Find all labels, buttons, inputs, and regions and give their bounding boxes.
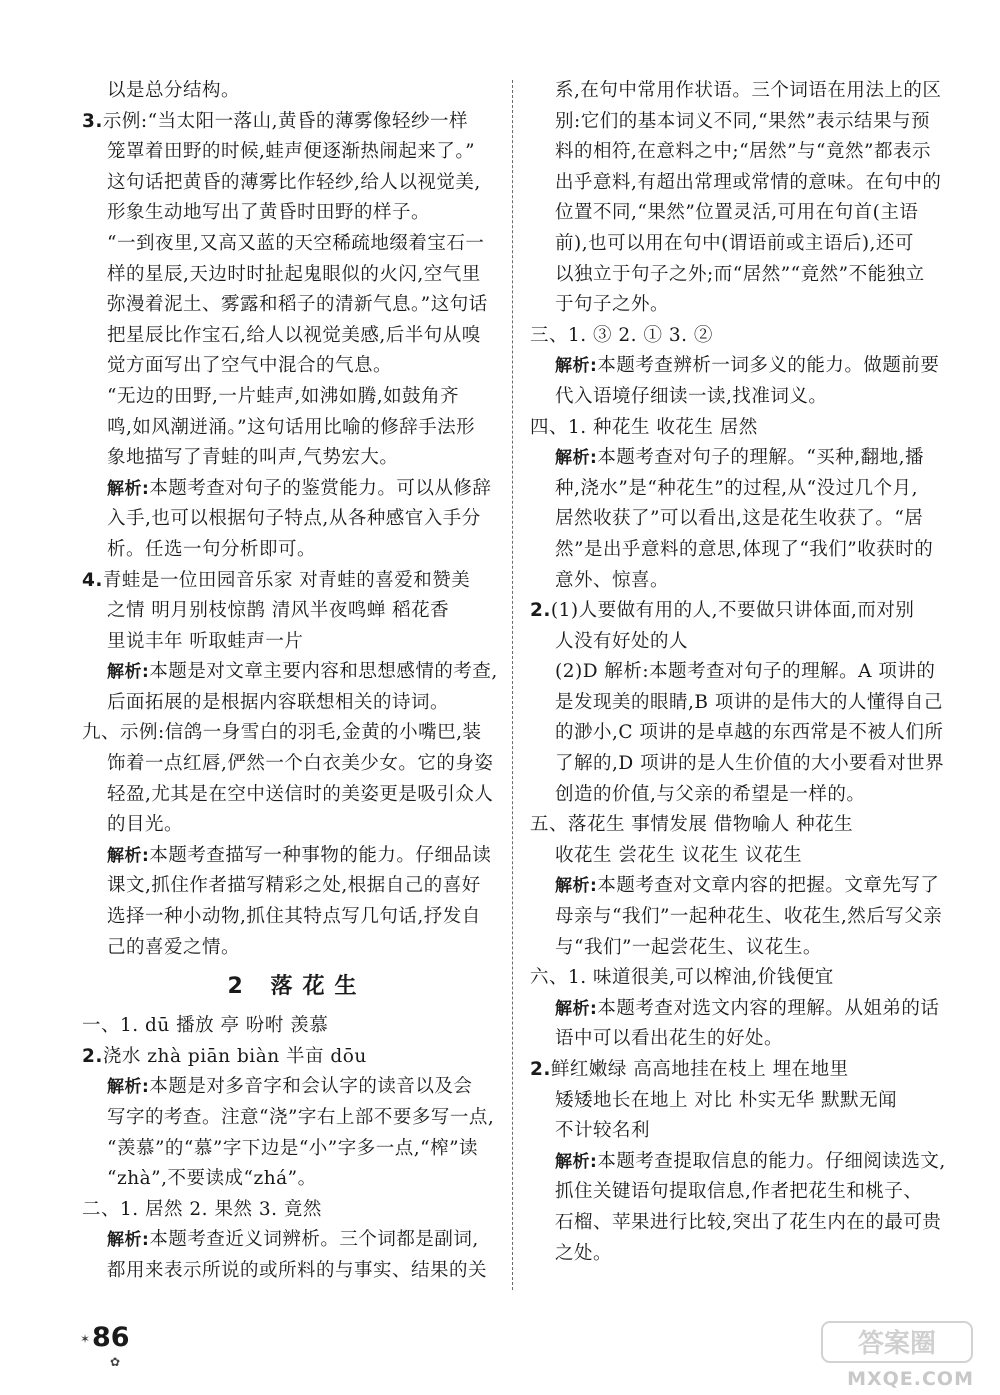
- text-line: [82, 229, 512, 260]
- line-text: “无边的田野,一片蛙声,如沸如腾,如鼓角齐: [107, 385, 460, 407]
- line-text: 写字的考查。注意“浇”字右上部不要多写一点,: [107, 1107, 495, 1128]
- line-text: 之情 明月别枝惊鹊 清风半夜鸣蝉 稻花香: [107, 600, 450, 622]
- text-line: [82, 749, 512, 780]
- text-line: [530, 1177, 942, 1208]
- text-line: [530, 474, 942, 505]
- text-line: [82, 841, 512, 872]
- line-text: 后面拓展的是根据内容联想相关的诗词。: [107, 691, 450, 713]
- text-line: [530, 351, 942, 382]
- svg-text:答案圈: 答案圈: [857, 1329, 937, 1359]
- analysis-label: 解析:: [107, 1230, 150, 1251]
- question-number: 3.: [82, 110, 103, 132]
- line-text: 这句话把黄昏的薄雾比作轻纱,给人以视觉美,: [107, 171, 481, 193]
- analysis-label: 解析:: [555, 876, 598, 897]
- text-line: [530, 596, 942, 627]
- line-text: 示例:“当太阳一落山,黄昏的薄雾像轻纱一样: [102, 110, 468, 132]
- line-text: 象地描写了青蛙的叫声,气势宏大。: [107, 447, 399, 469]
- text-line: [530, 841, 942, 872]
- text-line: [530, 1086, 942, 1117]
- line-text: 五、落花生 事情发展 借物喻人 种花生: [530, 814, 854, 836]
- line-text: 本题考查近义词辨析。三个词都是副词,: [149, 1229, 479, 1251]
- analysis-label: 解析:: [107, 845, 150, 866]
- text-line: [82, 1134, 512, 1165]
- line-text: 轻盈,尤其是在空中送信时的美姿更是吸引众人: [107, 783, 494, 805]
- line-text: 浇水 zhà piān biàn 半亩 dōu: [102, 1045, 367, 1067]
- line-text: 本题是对文章主要内容和思想感情的考查,: [149, 661, 498, 683]
- text-line: [530, 137, 942, 168]
- text-line: [530, 657, 942, 688]
- text-line: [82, 1195, 512, 1226]
- text-line: [82, 1164, 512, 1195]
- text-line: [530, 1239, 942, 1270]
- line-text: 一、1. dū 播放 亭 吩咐 羡慕: [82, 1015, 329, 1037]
- line-text: 是发现美的眼睛,B 项讲的是伟大的人懂得自己: [555, 691, 943, 713]
- text-line: [82, 321, 512, 352]
- line-text: (1)人要做有用的人,不要做只讲体面,而对别: [550, 600, 915, 622]
- text-line: [530, 1116, 942, 1147]
- text-line: [82, 933, 512, 964]
- line-text: 创造的价值,与父亲的希望是一样的。: [555, 783, 866, 805]
- line-text: 本题考查提取信息的能力。仔细阅读选文,: [597, 1150, 946, 1172]
- text-line: [82, 1225, 512, 1256]
- text-line: [82, 137, 512, 168]
- line-text: 以是总分结构。: [107, 80, 241, 101]
- text-line: [530, 810, 942, 841]
- line-text: 了解的,D 项讲的是人生价值的大小要看对世界: [555, 753, 945, 775]
- text-line: [82, 474, 512, 505]
- text-line: [530, 688, 942, 719]
- line-text: 本题考查对选文内容的理解。从姐弟的话: [597, 997, 940, 1019]
- text-line: [530, 780, 942, 811]
- text-line: [82, 657, 512, 688]
- text-line: [82, 260, 512, 291]
- question-number: 4.: [82, 569, 103, 591]
- line-text: 种,浇水”是“种花生”的过程,从“没过几个月,: [555, 477, 918, 499]
- text-line: [530, 413, 942, 444]
- line-text: 青蛙是一位田园音乐家 对青蛙的喜爱和赞美: [102, 569, 471, 591]
- line-text: 前),也可以用在句中(谓语前或主语后),还可: [555, 232, 914, 254]
- left-column: [82, 76, 512, 1287]
- text-line: [82, 627, 512, 658]
- text-line: [530, 994, 942, 1025]
- text-line: [82, 76, 512, 107]
- text-line: [530, 963, 942, 994]
- text-line: [530, 1208, 942, 1239]
- line-text: 本题考查对句子的鉴赏能力。可以从修辞: [149, 477, 492, 499]
- line-text: 六、1. 味道很美,可以榨油,价钱便宜: [530, 967, 834, 989]
- text-line: [530, 107, 942, 138]
- text-line: [530, 1055, 942, 1086]
- line-text: 本题考查对句子的理解。“买种,翻地,播: [597, 447, 925, 469]
- text-line: [82, 688, 512, 719]
- line-text: 代入语境仔细读一读,找准词义。: [555, 385, 828, 407]
- line-text: 的渺小,C 项讲的是卓越的东西常是不被人们所: [555, 722, 944, 744]
- column-divider: [512, 80, 513, 1290]
- line-text: 把星辰比作宝石,给人以视觉美感,后半句从嗅: [107, 324, 481, 346]
- line-text: 料的相符,在意料之中;“居然”与“竟然”都表示: [555, 141, 931, 163]
- line-text: 觉方面写出了空气中混合的气息。: [107, 355, 393, 377]
- text-line: [82, 382, 512, 413]
- line-text: 于句子之外。: [555, 294, 670, 316]
- line-text: 石榴、苹果进行比较,突出了花生内在的最可贵: [555, 1211, 942, 1233]
- line-text: 之处。: [555, 1242, 613, 1264]
- text-line: [82, 1256, 512, 1287]
- line-text: “zhà”,不要读成“zhá”。: [107, 1168, 317, 1190]
- text-line: [82, 535, 512, 566]
- right-column: [530, 76, 946, 1269]
- text-line: [82, 1072, 512, 1103]
- line-text: 笼罩着田野的时候,蛙声便逐渐热闹起来了。”: [107, 141, 476, 163]
- text-line: [82, 780, 512, 811]
- line-text: (2)D 解析:本题考查对句子的理解。A 项讲的: [555, 661, 936, 683]
- line-text: 位置不同,“果然”位置灵活,可用在句首(主语: [555, 202, 919, 224]
- lesson-title: 2 落花生: [227, 974, 367, 1000]
- line-text: 里说丰年 听取蛙声一片: [107, 630, 304, 652]
- text-line: [82, 718, 512, 749]
- line-text: “一到夜里,又高又蓝的天空稀疏地缀着宝石一: [107, 232, 485, 254]
- watermark: [820, 1318, 980, 1390]
- text-line: [82, 596, 512, 627]
- line-text: 与“我们”一起尝花生、议花生。: [555, 936, 822, 958]
- analysis-label: 解析:: [107, 1077, 150, 1098]
- text-line: [530, 566, 942, 597]
- line-text: 弥漫着泥土、雾露和稻子的清新气息。”这句话: [107, 294, 488, 316]
- text-line: [82, 351, 512, 382]
- text-line: [530, 1024, 942, 1055]
- text-line: [530, 933, 942, 964]
- line-text: 三、1. ③ 2. ① 3. ②: [530, 324, 713, 346]
- text-line: [530, 443, 942, 474]
- line-text: 本题是对多音字和会认字的读音以及会: [149, 1076, 473, 1098]
- line-text: 本题考查对文章内容的把握。文章先写了: [597, 875, 940, 897]
- line-text: 四、1. 种花生 收花生 居然: [530, 416, 758, 438]
- analysis-label: 解析:: [107, 662, 150, 683]
- line-text: 本题考查辨析一词多义的能力。做题前要: [597, 355, 940, 377]
- text-line: [82, 168, 512, 199]
- text-line: [82, 107, 512, 138]
- text-line: [530, 321, 942, 352]
- flower-ornament-icon: ✿: [110, 1355, 121, 1369]
- line-text: 选择一种小动物,抓住其特点写几句话,抒发自: [107, 906, 481, 928]
- text-line: [82, 198, 512, 229]
- text-line: [530, 1147, 946, 1178]
- watermark-logo-icon: [820, 1318, 980, 1370]
- text-line: [530, 290, 942, 321]
- line-text: 本题考查描写一种事物的能力。仔细品读: [149, 844, 492, 866]
- line-text: 己的喜爱之情。: [107, 936, 241, 958]
- line-text: 收花生 尝花生 议花生 议花生: [555, 844, 803, 866]
- line-text: 入手,也可以根据句子特点,从各种感官入手分: [107, 508, 481, 530]
- line-text: 语中可以看出花生的好处。: [555, 1028, 784, 1050]
- text-line: [530, 504, 942, 535]
- text-line: [82, 504, 512, 535]
- line-text: 都用来表示所说的或所料的与事实、结果的关: [107, 1259, 488, 1281]
- line-text: 以独立于句子之外;而“居然”“竟然”不能独立: [555, 263, 925, 285]
- text-line: [82, 871, 512, 902]
- text-line: [82, 810, 512, 841]
- line-text: 系,在句中常用作状语。三个词语在用法上的区: [555, 80, 942, 101]
- watermark-url: MXQE.COM: [847, 1368, 974, 1390]
- line-text: 课文,抓住作者描写精彩之处,根据自己的喜好: [107, 875, 481, 897]
- text-line: [530, 535, 942, 566]
- text-line: [530, 168, 942, 199]
- analysis-label: 解析:: [107, 478, 150, 499]
- line-text: 矮矮地长在地上 对比 朴实无华 默默无闻: [555, 1089, 898, 1111]
- star-ornament-icon: ✶: [80, 1332, 91, 1346]
- text-line: [82, 1011, 512, 1042]
- text-line: [530, 76, 942, 107]
- line-text: 然”是出乎意料的意思,体现了“我们”收获时的: [555, 538, 934, 560]
- text-line: [530, 382, 942, 413]
- text-line: [530, 718, 942, 749]
- question-number: 2.: [530, 600, 551, 622]
- line-text: 居然收获了”可以看出,这是花生收获了。“居: [555, 508, 924, 530]
- text-line: [530, 627, 942, 658]
- line-text: 析。任选一句分析即可。: [107, 538, 317, 560]
- analysis-label: 解析:: [555, 1151, 598, 1172]
- analysis-label: 解析:: [555, 998, 598, 1019]
- text-line: [530, 871, 942, 902]
- text-line: [530, 749, 945, 780]
- page-number: 86: [92, 1322, 130, 1353]
- line-text: 鸣,如风潮迸涌。”这句话用比喻的修辞手法形: [107, 416, 476, 438]
- line-text: 形象生动地写出了黄昏时田野的样子。: [107, 202, 431, 224]
- text-line: [82, 902, 512, 933]
- line-text: 九、示例:信鸽一身雪白的羽毛,金黄的小嘴巴,装: [82, 722, 482, 744]
- line-text: 母亲与“我们”一起种花生、收花生,然后写父亲: [555, 906, 943, 928]
- text-line: [530, 902, 942, 933]
- line-text: 鲜红嫩绿 高高地挂在枝上 埋在地里: [550, 1059, 849, 1080]
- line-text: 不计较名利: [555, 1120, 651, 1142]
- line-text: 出乎意料,有超出常理或常情的意味。在句中的: [555, 171, 942, 193]
- text-line: [82, 443, 512, 474]
- text-line: [530, 229, 942, 260]
- text-line: [82, 1042, 512, 1073]
- line-text: 的目光。: [107, 814, 184, 836]
- line-text: 二、1. 居然 2. 果然 3. 竟然: [82, 1198, 322, 1220]
- line-text: 意外、惊喜。: [555, 569, 670, 591]
- line-text: 人没有好处的人: [555, 630, 689, 652]
- line-text: 饰着一点红唇,俨然一个白衣美少女。它的身姿: [107, 753, 494, 775]
- text-line: [82, 1103, 512, 1134]
- analysis-label: 解析:: [555, 356, 598, 377]
- text-line: [82, 290, 512, 321]
- line-text: 抓住关键语句提取信息,作者把花生和桃子、: [555, 1181, 923, 1203]
- question-number: 2.: [530, 1059, 551, 1080]
- line-text: “羡慕”的“慕”字下边是“小”字多一点,“榨”读: [107, 1137, 479, 1159]
- analysis-label: 解析:: [555, 448, 598, 469]
- text-line: [530, 198, 942, 229]
- question-number: 2.: [82, 1045, 103, 1067]
- line-text: 别:它们的基本词义不同,“果然”表示结果与预: [555, 110, 931, 132]
- text-line: [530, 260, 942, 291]
- line-text: 样的星辰,天边时时扯起鬼眼似的火闪,空气里: [107, 263, 481, 285]
- text-line: [82, 566, 512, 597]
- text-line: [82, 413, 512, 444]
